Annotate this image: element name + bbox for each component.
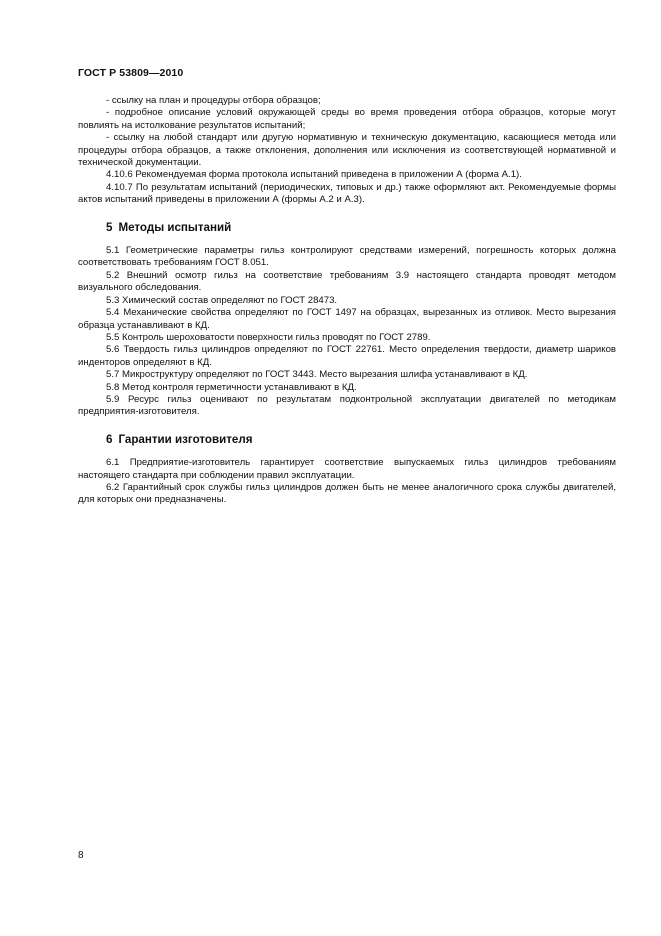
section-number: 6 [106, 432, 113, 446]
list-item: - подробное описание условий окружающей среды во время проведения отбора образцов, которые могут повлиять на истолкование результатов испытаний; [78, 107, 616, 131]
clause-paragraph: 5.2 Внешний осмотр гильз на соответствие требованиям 3.9 настоящего стандарта проводят методом визуального обследования. [78, 269, 616, 294]
document-header: ГОСТ Р 53809—2010 [78, 67, 184, 79]
clause-paragraph: 4.10.6 Рекомендуемая форма протокола испытаний приведена в приложении А (форма А.1). [106, 169, 522, 181]
page-number: 8 [78, 850, 84, 861]
section-title: Гарантии изготовителя [118, 432, 253, 446]
section-title: Методы испытаний [118, 220, 232, 234]
list-item: - ссылку на план и процедуры отбора образцов; [106, 95, 321, 106]
clause-paragraph: 5.8 Метод контроля герметичности устанавливают в КД. [106, 381, 357, 393]
clause-paragraph: 5.1 Геометрические параметры гильз контролируют средствами измерений, погрешность которых должна соответствовать требованиям ГОСТ 8.051. [78, 245, 616, 269]
section-number: 5 [106, 220, 113, 234]
clause-paragraph: 5.7 Микроструктуру определяют по ГОСТ 3443. Место вырезания шлифа устанавливают в КД. [106, 369, 528, 381]
clause-paragraph: 6.1 Предприятие-изготовитель гарантирует соответствие выпускаемых гильз цилиндров требованиям настоящего стандарта при соблюдении правил эксплуатации. [78, 457, 616, 481]
clause-paragraph: 5.9 Ресурс гильз оценивают по результатам подконтрольной эксплуатации двигателей по методикам предприятия-изготовителя. [78, 393, 616, 418]
clause-paragraph: 5.4 Механические свойства определяют по ГОСТ 1497 на образцах, вырезанных из отливок. Место вырезания образца устанавливают в КД. [78, 307, 616, 331]
clause-paragraph: 5.6 Твердость гильз цилиндров определяют по ГОСТ 22761. Место определения твердости, диаметр шариков инденторов определяют в КД. [78, 344, 616, 368]
clause-paragraph: 4.10.7 По результатам испытаний (периодических, типовых и др.) также оформляют акт. Рекомендуемые формы актов испытаний приведены в приложении А (формы А.2 и А.3). [78, 181, 616, 206]
clause-paragraph: 6.2 Гарантийный срок службы гильз цилиндров должен быть не менее аналогичного срока службы двигателей, для которых они предназначены. [78, 481, 616, 506]
clause-paragraph: 5.3 Химический состав определяют по ГОСТ 28473. [106, 294, 338, 306]
list-item: - ссылку на любой стандарт или другую нормативную и техническую документацию, касающиеся метода или процедуры отбора образцов, а также отклонения, дополнения или исключения из соответствующей нормативной и технической документации. [78, 132, 616, 169]
document-body [78, 95, 616, 507]
section-heading-5 [106, 222, 616, 234]
section-heading-6 [106, 434, 616, 446]
clause-paragraph: 5.5 Контроль шероховатости поверхности гильз проводят по ГОСТ 2789. [106, 331, 431, 343]
